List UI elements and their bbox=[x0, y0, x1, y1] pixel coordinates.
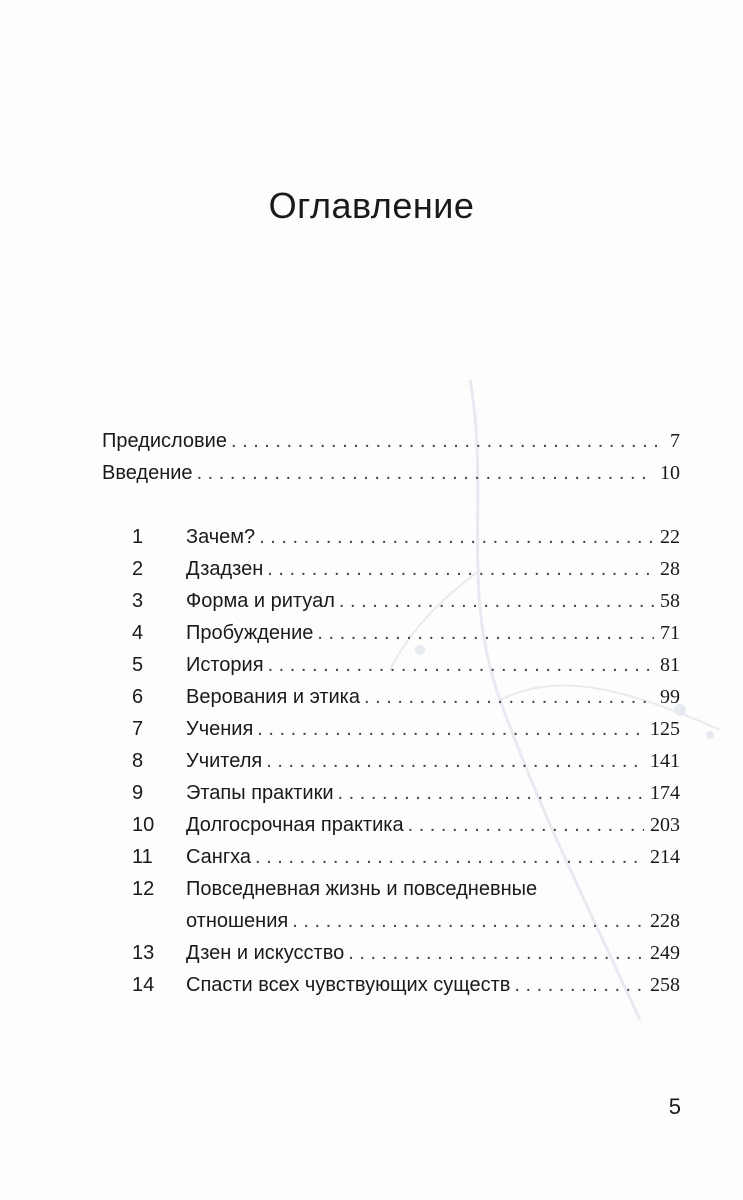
chapter-title: История bbox=[186, 654, 264, 676]
toc-chapter-12[interactable] bbox=[102, 873, 680, 937]
toc-chapter-11[interactable] bbox=[102, 841, 680, 873]
dot-leader bbox=[231, 425, 664, 457]
chapter-number: 6 bbox=[132, 686, 144, 708]
dot-leader bbox=[364, 681, 654, 713]
dot-leader bbox=[514, 969, 644, 1001]
chapter-title: Дзен и искусство bbox=[186, 942, 345, 964]
chapter-title: Дзадзен bbox=[186, 558, 264, 580]
toc-entry-preface[interactable] bbox=[102, 425, 680, 457]
chapter-title: Форма и ритуал bbox=[186, 590, 335, 612]
toc-page-number: 228 bbox=[650, 910, 680, 932]
chapter-title: Верования и этика bbox=[186, 686, 360, 708]
dot-leader bbox=[317, 617, 654, 649]
dot-leader bbox=[266, 745, 644, 777]
chapter-title: Учителя bbox=[186, 750, 263, 772]
chapter-title-continued: отношения bbox=[186, 910, 289, 932]
toc-entry-introduction[interactable] bbox=[102, 457, 680, 489]
toc-chapter-2[interactable] bbox=[102, 553, 680, 585]
chapter-number: 11 bbox=[132, 846, 153, 868]
toc-chapter-14[interactable] bbox=[102, 969, 680, 1001]
page-title: Оглавление bbox=[268, 185, 475, 226]
toc-chapter-3[interactable] bbox=[102, 585, 680, 617]
chapter-title: Зачем? bbox=[186, 526, 256, 548]
dot-leader bbox=[292, 905, 644, 937]
toc-page-number: 22 bbox=[660, 526, 680, 548]
chapter-number: 7 bbox=[132, 718, 144, 740]
toc-entry-label: Предисловие bbox=[102, 430, 227, 452]
toc-chapter-1[interactable] bbox=[102, 521, 680, 553]
chapter-title: Долгосрочная практика bbox=[186, 814, 404, 836]
chapter-title: Повседневная жизнь и повседневные bbox=[186, 878, 538, 900]
toc-chapter-4[interactable] bbox=[102, 617, 680, 649]
toc-page-number: 203 bbox=[650, 814, 680, 836]
dot-leader bbox=[268, 649, 654, 681]
dot-leader bbox=[338, 777, 645, 809]
page-folio: 5 bbox=[668, 1094, 681, 1119]
toc-page-number: 258 bbox=[650, 974, 680, 996]
dot-leader bbox=[408, 809, 644, 841]
toc-page-number: 99 bbox=[660, 686, 680, 708]
chapter-title: Пробуждение bbox=[186, 622, 314, 644]
chapter-title: Этапы практики bbox=[186, 782, 334, 804]
dot-leader bbox=[255, 841, 644, 873]
chapter-number: 4 bbox=[132, 622, 144, 644]
dot-leader bbox=[339, 585, 654, 617]
toc-chapter-5[interactable] bbox=[102, 649, 680, 681]
chapter-12-second-line bbox=[102, 905, 680, 937]
toc-chapter-8[interactable] bbox=[102, 745, 680, 777]
toc-page-number: 58 bbox=[660, 590, 680, 612]
chapter-number: 8 bbox=[132, 750, 144, 772]
toc-chapter-9[interactable] bbox=[102, 777, 680, 809]
chapter-number: 12 bbox=[132, 878, 155, 900]
chapter-number: 9 bbox=[132, 782, 144, 804]
toc-page-number: 249 bbox=[650, 942, 680, 964]
chapter-number: 2 bbox=[132, 558, 144, 580]
chapter-number: 1 bbox=[132, 526, 144, 548]
section-spacer bbox=[102, 489, 680, 521]
toc-page-number: 28 bbox=[660, 558, 680, 580]
toc-chapter-7[interactable] bbox=[102, 713, 680, 745]
dot-leader bbox=[259, 521, 654, 553]
chapter-number: 14 bbox=[132, 974, 155, 996]
table-of-contents bbox=[102, 425, 680, 1001]
toc-page-number: 174 bbox=[650, 782, 680, 804]
toc-page-number: 7 bbox=[670, 430, 680, 452]
toc-entry-label: Введение bbox=[102, 462, 193, 484]
chapter-12-first-line bbox=[102, 873, 680, 905]
toc-page-number: 81 bbox=[660, 654, 680, 676]
chapter-number: 10 bbox=[132, 814, 155, 836]
chapter-title: Сангха bbox=[186, 846, 252, 868]
dot-leader bbox=[257, 713, 644, 745]
toc-page-number: 71 bbox=[660, 622, 680, 644]
dot-leader bbox=[348, 937, 644, 969]
chapter-number: 13 bbox=[132, 942, 155, 964]
toc-page-number: 10 bbox=[660, 462, 680, 484]
dot-leader bbox=[197, 457, 654, 489]
toc-page-number: 141 bbox=[650, 750, 680, 772]
toc-chapter-6[interactable] bbox=[102, 681, 680, 713]
toc-chapter-10[interactable] bbox=[102, 809, 680, 841]
toc-page-number: 125 bbox=[650, 718, 680, 740]
chapter-title: Спасти всех чувствующих существ bbox=[186, 974, 511, 996]
toc-chapter-13[interactable] bbox=[102, 937, 680, 969]
chapter-number: 3 bbox=[132, 590, 144, 612]
chapter-title: Учения bbox=[186, 718, 254, 740]
dot-leader bbox=[267, 553, 654, 585]
toc-page-number: 214 bbox=[650, 846, 680, 868]
chapter-number: 5 bbox=[132, 654, 144, 676]
